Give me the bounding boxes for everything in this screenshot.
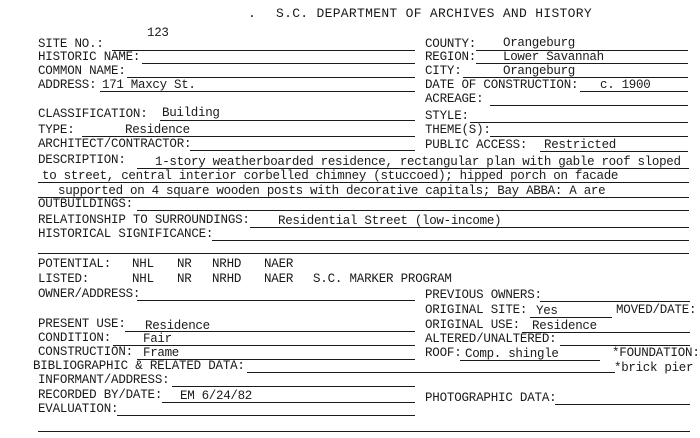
historic-name-line: [142, 63, 415, 64]
construction-label: CONSTRUCTION:: [38, 345, 133, 359]
moved-date-label: MOVED/DATE:: [616, 303, 697, 317]
description-rule-2: [38, 182, 689, 183]
site-no-line: [112, 50, 415, 51]
description-line-3: supported on 4 square wooden posts with decorative capitals; Bay ABBA: A are: [58, 184, 606, 198]
city-label: CITY:: [425, 64, 462, 78]
previous-owners-label: PREVIOUS OWNERS:: [425, 288, 542, 302]
photographic-line: [555, 404, 690, 405]
recorded-label: RECORDED BY/DATE:: [38, 388, 163, 402]
description-label: DESCRIPTION:: [38, 153, 126, 167]
historical-significance-label: HISTORICAL SIGNIFICANCE:: [38, 227, 214, 241]
construction-value: Frame: [143, 346, 180, 360]
description-line-1: 1-story weatherboarded residence, rectangular plan with gable roof sloped: [155, 155, 681, 169]
listed-nrhd: NRHD: [212, 272, 242, 286]
form-title: S.C. DEPARTMENT OF ARCHIVES AND HISTORY: [276, 6, 592, 21]
potential-nrhd: NRHD: [212, 257, 242, 271]
historical-significance-line: [212, 240, 689, 241]
address-label: ADDRESS:: [38, 78, 97, 92]
foundation-label: *FOUNDATION:: [612, 346, 700, 360]
classification-label: CLASSIFICATION:: [38, 107, 148, 121]
region-value: Lower Savannah: [503, 50, 604, 64]
style-line: [470, 122, 688, 123]
description-rule-3: [38, 197, 689, 198]
historic-name-label: HISTORIC NAME:: [38, 50, 141, 64]
description-line-2: to street, central interior corbelled chimney (stuccoed); hipped porch on facade: [42, 169, 619, 183]
public-access-line: [540, 151, 688, 152]
informant-label: INFORMANT/ADDRESS:: [38, 373, 170, 387]
original-site-label: ORIGINAL SITE:: [425, 303, 528, 317]
outbuildings-label: OUTBUILDINGS:: [38, 197, 133, 211]
themes-label: THEME(S):: [425, 123, 491, 137]
architect-line: [190, 150, 415, 151]
public-access-value: Restricted: [544, 138, 617, 152]
previous-owners-line: [540, 301, 690, 302]
potential-naer: NAER: [264, 257, 294, 271]
bottom-rule: [38, 431, 690, 432]
city-value: Orangeburg: [503, 64, 576, 78]
relationship-value: Residential Street (low-income): [278, 214, 502, 228]
architect-label: ARCHITECT/CONTRACTOR:: [38, 137, 192, 151]
acreage-label: ACREAGE:: [425, 92, 484, 106]
county-value: Orangeburg: [503, 36, 576, 50]
present-use-value: Residence: [145, 319, 210, 333]
common-name-label: COMMON NAME:: [38, 64, 126, 78]
potential-nr: NR: [177, 257, 192, 271]
style-label: STYLE:: [425, 109, 469, 123]
date-of-construction-label: DATE OF CONSTRUCTION:: [425, 78, 579, 92]
foundation-value: *brick pier: [614, 361, 694, 375]
type-value: Residence: [125, 123, 190, 137]
relationship-line: [250, 227, 689, 228]
bibliographic-line: [247, 372, 615, 373]
condition-value: Fair: [143, 332, 172, 346]
section-divider: [38, 253, 689, 254]
relationship-label: RELATIONSHIP TO SURROUNDINGS:: [38, 213, 250, 227]
roof-value: Comp. shingle: [465, 347, 559, 361]
listed-label: LISTED:: [38, 272, 90, 286]
owner-address-label: OWNER/ADDRESS:: [38, 287, 141, 301]
original-use-label: ORIGINAL USE:: [425, 318, 520, 332]
condition-label: CONDITION:: [38, 331, 112, 345]
classification-line: [160, 120, 415, 121]
region-label: REGION:: [425, 50, 477, 64]
outbuildings-line: [137, 210, 689, 211]
potential-nhl: NHL: [132, 257, 154, 271]
acreage-line: [490, 105, 688, 106]
date-of-construction-line: [580, 91, 688, 92]
site-no-value: 123: [147, 26, 169, 40]
photographic-label: PHOTOGRAPHIC DATA:: [425, 391, 557, 405]
original-use-value: Residence: [532, 319, 597, 333]
county-label: COUNTY:: [425, 37, 477, 51]
type-label: TYPE:: [38, 123, 75, 137]
present-use-label: PRESENT USE:: [38, 317, 126, 331]
potential-label: POTENTIAL:: [38, 257, 112, 271]
header-dot: .: [248, 6, 257, 21]
original-site-line: [530, 317, 612, 318]
listed-nhl: NHL: [132, 272, 154, 286]
classification-value: Building: [162, 106, 220, 120]
public-access-label: PUBLIC ACCESS:: [425, 138, 528, 152]
original-site-value: Yes: [536, 304, 558, 318]
listed-naer: NAER: [264, 272, 294, 286]
altered-label: ALTERED/UNALTERED:: [425, 332, 557, 346]
roof-line: [460, 360, 600, 361]
date-of-construction-value: c. 1900: [600, 78, 651, 92]
listed-nr: NR: [177, 272, 192, 286]
bibliographic-label: BIBLIOGRAPHIC & RELATED DATA:: [33, 359, 245, 373]
recorded-value: EM 6/24/82: [180, 389, 253, 403]
recorded-line: [162, 402, 415, 403]
marker-program: S.C. MARKER PROGRAM: [313, 272, 452, 286]
evaluation-label: EVALUATION:: [38, 402, 119, 416]
evaluation-line: [117, 415, 415, 416]
owner-address-line: [137, 300, 415, 301]
informant-line: [172, 386, 415, 387]
roof-label: ROOF:: [425, 346, 462, 360]
site-no-label: SITE NO.:: [38, 37, 104, 51]
themes-line: [490, 136, 688, 137]
address-value: 171 Maxcy St.: [102, 78, 196, 92]
address-line: [100, 91, 415, 92]
